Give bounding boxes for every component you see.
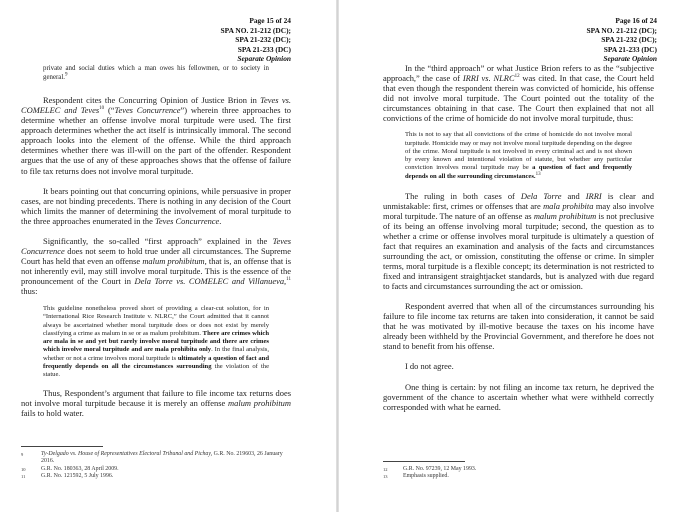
footnote: 11 G.R. No. 121592, 5 July 1996. <box>21 473 114 480</box>
case-number: SPA 21-233 (DC) <box>237 44 291 54</box>
paragraph: Respondent cites the Concurring Opinion of Justice Brion in Teves vs. COMELEC and Teves$^{10}$ (“Teves Concurrence”) wherein three approaches to determine whether an offense involve moral turpitude were used. The first approach determines whether the act itself is intrinsically immoral. The second approach looks into the element of the offense. While the third approach determines whether there was ill-will on the part of the offender. Respondent argues that the use of any of these approaches shows that the offense of failure to file tax returns does not involve moral turpitude. <box>21 95 291 176</box>
paragraph: One thing is certain: by not filing an income tax return, he deprived the government of the chance to ascertain whether what were withheld correctly corresponded with what he earned. <box>383 381 654 412</box>
page-number: Page 16 of 24 <box>615 16 657 25</box>
case-number: SPA NO. 21-212 (DC); <box>220 25 291 35</box>
page-body <box>383 63 654 412</box>
opinion-label: Separate Opinion <box>237 54 291 64</box>
page-header <box>587 16 657 64</box>
paragraph: The ruling in both cases of Dela Torre and IRRI is clear and unmistakable: first, crimes or offenses that are mala prohibita may also involve moral turpitude. The nature of an offense as malum prohibitum is not preclusive of its being an offense involving moral turpitude; second, the question as to whether a crime or offense involves moral turpitude is ultimately a question of fact that requires an examination and analysis of the facts and circumstances surrounding the act, or omission, constituting the offense or crime. In simpler terms, moral turpitude is a flexible concept; its determination is not restricted to fixed and intransigent straightjacket standards, but is analyzed with due regard to facts and circumstances surrounding the act or omission. <box>383 190 655 292</box>
footnotes <box>21 451 286 481</box>
case-number: SPA 21-233 (DC) <box>603 44 657 54</box>
footnote-rule <box>21 446 103 447</box>
footnote-rule <box>383 461 465 462</box>
paragraph: I do not agree. <box>405 361 454 372</box>
page-body <box>21 65 291 418</box>
document-page-15 <box>0 0 336 512</box>
case-number: SPA 21-232 (DC); <box>601 35 657 45</box>
footnote: 9 Ty-Delgado vs. House of Representatives Electoral Tribunal and Pichay, G.R. No. 219603, 26 January 2016. <box>21 451 283 465</box>
paragraph: It bears pointing out that concurring opinions, while persuasive in proper cases, are not binding precedents. There is nothing in any decision of the Court which limits the manner of determining the involvement of moral turpitude to the three approaches enumerated in the Teves Concurrence. <box>21 185 291 226</box>
footnote: 12 G.R. No. 97239, 12 May 1993. <box>383 466 477 472</box>
footnote: 10 G.R. No. 180363, 28 April 2009. <box>21 465 119 472</box>
footnotes <box>383 466 643 481</box>
page-header <box>221 16 291 64</box>
paragraph: In the “third approach” or what Justice Brion refers to as the “subjective approach,” the case of IRRI vs. NLRC$^{12}$ was cited. In that case, the Court held that even though the respondent therein was convicted of homicide, his offense did not involve moral turpitude. The Court pointed out the totality of the circumstances obtaining in that case. The Court then explained that not all convictions of the crime of homicide do not involve moral turpitude, thus: <box>383 63 654 124</box>
paragraph: Respondent averred that when all of the circumstances surrounding his failure to file income tax returns are taken into consideration, it cannot be said that he was motivated by ill-motive because the taxes on his income have already been withheld by the Provincial Government, and therefore he does not stand to benefit from his offense. <box>383 301 654 352</box>
paragraph: Thus, Respondent’s argument that failure to file income tax returns does not involve moral turpitude because it is merely an offense malum prohibitum fails to hold water. <box>21 388 291 419</box>
case-number: SPA 21-232 (DC); <box>235 35 291 45</box>
block-quote: This is not to say that all convictions of the crime of homicide do not involve moral turpitude. Homicide may or may not involve moral turpitude depending on the degree of the crime. Moral turpitude is not involved in every criminal act and is not shown by every known and intentional violation of statute, but whether any particular conviction involves moral turpitude may be a question of fact and frequently depends on all the surrounding circumstances.$^{13}$ <box>405 131 632 180</box>
case-number: SPA NO. 21-212 (DC); <box>586 25 657 35</box>
block-quote: This guideline nonetheless proved short of providing a clear-cut solution, for in “International Rice Research Institute v. NLRC,” the Court admitted that it cannot always be ascertained whether moral turpitude does or does not exist by merely classifying a crime as malum in se or as malum prohibitum. There are crimes which are mala in se and yet but rarely involve moral turpitude and there are crimes which involve moral turpitude and are mala prohibita only. In the final analysis, whether or not a crime involves moral turpitude is ultimately a question of fact and frequently depends on all the circumstances surrounding the violation of the statue. <box>43 305 270 379</box>
footnote: 13 Emphasis supplied. <box>383 473 449 480</box>
paragraph: Significantly, the so-called “first approach” explained in the Teves Concurrence does not seem to hold true under all circumstances. The Supreme Court has held that even an offense malum prohibitum, that is, an offense that is not inherently evil, may still involve moral turpitude. This is the essence of the pronouncement of the Court in Dela Torre vs. COMELEC and Villanueva,$^{11}$ thus: <box>21 235 291 296</box>
page-number: Page 15 of 24 <box>249 16 291 25</box>
continued-quote: private and social duties which a man owes his fellowmen, or to society in general.$^9$ <box>43 65 269 81</box>
document-page-16 <box>339 0 685 512</box>
opinion-label: Separate Opinion <box>603 54 657 64</box>
